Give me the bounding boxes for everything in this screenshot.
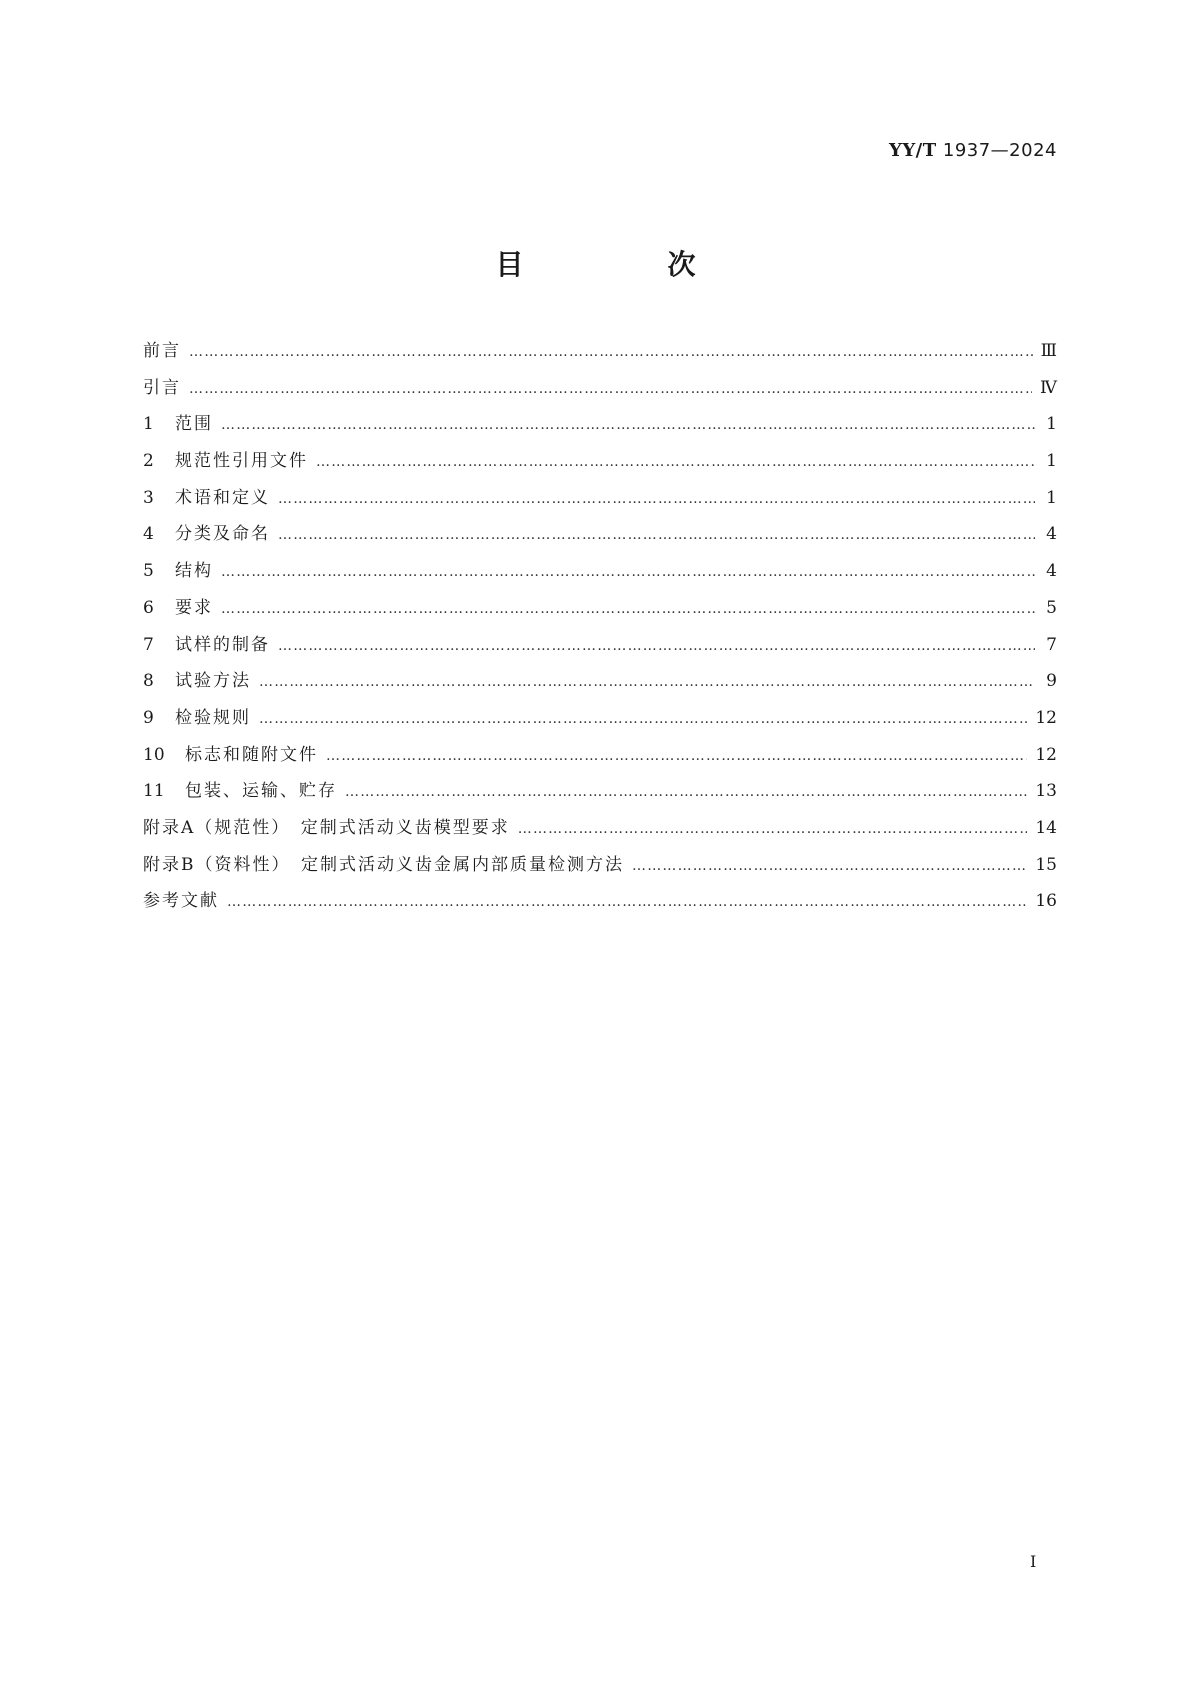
toc-entry-label: 要求 [175, 597, 213, 618]
toc-entry[interactable] [143, 850, 1057, 887]
toc-entry-page: 14 [1035, 817, 1057, 838]
toc-entry[interactable] [143, 740, 1057, 777]
toc-entry-number: 2 [143, 451, 154, 472]
toc-entry[interactable] [143, 519, 1057, 556]
toc-entry-label: 分类及命名 [175, 524, 270, 545]
standard-code [889, 140, 1057, 161]
toc-leader-dots [326, 748, 1027, 764]
page-number: Ⅰ [1030, 1552, 1037, 1571]
toc-entry-page: 12 [1035, 744, 1057, 765]
toc-entry[interactable] [143, 630, 1057, 667]
toc-leader-dots [259, 674, 1035, 690]
toc-entry-page: 13 [1035, 781, 1057, 802]
toc-entry-page: 9 [1046, 671, 1057, 692]
toc-entry-label: 检验规则 [175, 707, 251, 728]
toc-entry-page: 1 [1046, 414, 1057, 435]
table-of-contents [143, 336, 1057, 923]
toc-leader-dots [221, 417, 1035, 433]
toc-entry-page: 1 [1046, 487, 1057, 508]
toc-entry[interactable] [143, 593, 1057, 630]
toc-leader-dots [221, 601, 1035, 617]
toc-entry[interactable] [143, 336, 1057, 373]
toc-entry[interactable] [143, 813, 1057, 850]
toc-entry-page: 12 [1035, 707, 1057, 728]
toc-entry-label: 附录B（资料性） 定制式活动义齿金属内部质量检测方法 [143, 854, 624, 875]
standard-prefix: YY/T [888, 140, 937, 161]
toc-entry-page: Ⅳ [1040, 377, 1057, 398]
toc-entry-number: 8 [143, 671, 154, 692]
toc-entry-label: 范围 [175, 414, 213, 435]
toc-entry-page: Ⅲ [1040, 341, 1057, 361]
toc-leader-dots [278, 527, 1035, 543]
toc-entry-page: 1 [1046, 451, 1057, 472]
toc-leader-dots [632, 858, 1027, 874]
toc-entry-label: 试样的制备 [175, 634, 270, 655]
toc-entry-number: 7 [143, 634, 154, 655]
toc-entry-page: 7 [1046, 634, 1057, 655]
toc-entry[interactable] [143, 886, 1057, 923]
toc-leader-dots [189, 381, 1032, 397]
toc-entry-label: 附录A（规范性） 定制式活动义齿模型要求 [143, 817, 510, 838]
toc-leader-dots [278, 638, 1035, 654]
toc-entry-number: 6 [143, 597, 154, 618]
toc-leader-dots [221, 564, 1035, 580]
toc-entry-number: 1 [143, 414, 154, 435]
toc-entry[interactable] [143, 409, 1057, 446]
toc-entry-label: 前言 [143, 341, 181, 361]
toc-leader-dots [345, 784, 1027, 800]
toc-entry[interactable] [143, 666, 1057, 703]
toc-entry[interactable] [143, 483, 1057, 520]
toc-entry-number: 10 [143, 744, 165, 765]
toc-entry-label: 规范性引用文件 [175, 451, 308, 472]
toc-leader-dots [316, 454, 1035, 470]
toc-entry-page: 16 [1035, 891, 1057, 912]
toc-entry[interactable] [143, 556, 1057, 593]
toc-entry-label: 引言 [143, 377, 181, 398]
toc-entry[interactable] [143, 776, 1057, 813]
toc-entry[interactable] [143, 373, 1057, 410]
toc-entry-label: 包装、运输、贮存 [185, 781, 337, 802]
toc-leader-dots [189, 344, 1033, 360]
toc-entry-label: 标志和随附文件 [185, 744, 318, 765]
toc-entry[interactable] [143, 703, 1057, 740]
toc-leader-dots [518, 821, 1028, 837]
toc-entry-page: 15 [1035, 854, 1057, 875]
toc-entry-number: 11 [143, 781, 165, 802]
toc-entry-label: 试验方法 [175, 671, 251, 692]
standard-number: 1937—2024 [942, 140, 1057, 161]
toc-leader-dots [227, 894, 1027, 910]
toc-entry[interactable] [143, 446, 1057, 483]
toc-entry-number: 3 [143, 487, 154, 508]
toc-leader-dots [278, 491, 1035, 507]
toc-leader-dots [259, 711, 1027, 727]
toc-entry-label: 术语和定义 [175, 487, 270, 508]
toc-entry-number: 5 [143, 561, 154, 582]
toc-entry-number: 9 [143, 707, 154, 728]
toc-entry-number: 4 [143, 524, 154, 545]
toc-entry-page: 4 [1046, 524, 1057, 545]
toc-entry-label: 参考文献 [143, 891, 219, 912]
toc-entry-label: 结构 [175, 561, 213, 582]
toc-entry-page: 4 [1046, 561, 1057, 582]
toc-title: 目 次 [495, 248, 754, 281]
toc-entry-page: 5 [1046, 597, 1057, 618]
